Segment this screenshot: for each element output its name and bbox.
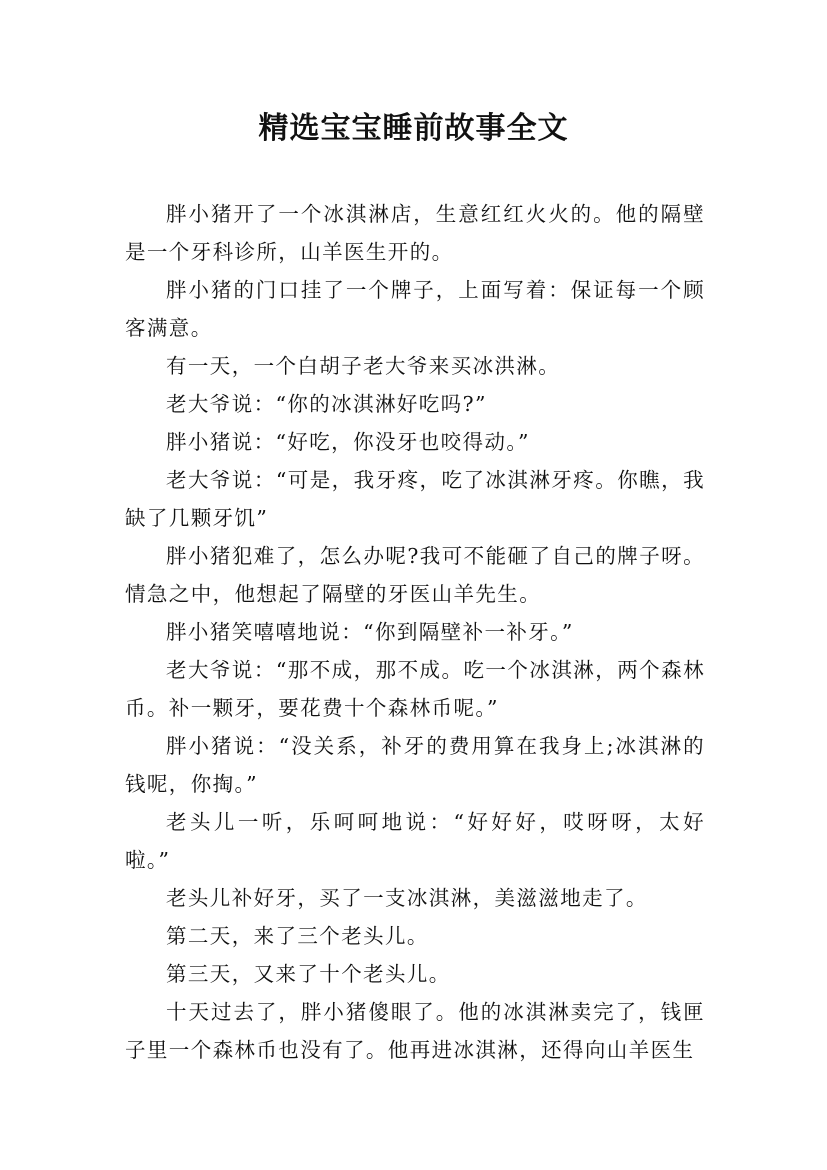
paragraph: 老大爷说：“可是，我牙疼，吃了冰淇淋牙疼。你瞧，我缺了几颗牙饥” xyxy=(125,468,705,530)
paragraph: 胖小猪说：“没关系，补牙的费用算在我身上;冰淇淋的钱呢，你掏。” xyxy=(125,734,705,796)
paragraph: 胖小猪开了一个冰淇淋店，生意红红火火的。他的隔壁是一个牙科诊所，山羊医生开的。 xyxy=(125,202,705,264)
document-title: 精选宝宝睡前故事全文 xyxy=(258,111,569,146)
paragraph: 十天过去了，胖小猪傻眼了。他的冰淇淋卖完了，钱匣子里一个森林币也没有了。他再进冰淇淋，还得向山羊医生 xyxy=(125,1000,705,1062)
paragraph: 老大爷说：“你的冰淇淋好吃吗?” xyxy=(166,392,487,416)
paragraph: 胖小猪的门口挂了一个牌子，上面写着：保证每一个顾客满意。 xyxy=(125,278,705,340)
paragraph: 第二天，来了三个老头儿。 xyxy=(166,924,429,948)
paragraph: 胖小猪犯难了，怎么办呢?我可不能砸了自己的牌子呀。情急之中，他想起了隔壁的牙医山羊先生。 xyxy=(125,544,705,606)
paragraph: 老大爷说：“那不成，那不成。吃一个冰淇淋，两个森林币。补一颗牙，要花费十个森林币呢。” xyxy=(125,658,705,720)
paragraph: 胖小猪说：“好吃，你没牙也咬得动。” xyxy=(166,430,530,454)
paragraph: 老头儿补好牙，买了一支冰淇淋，美滋滋地走了。 xyxy=(166,886,648,910)
document-body xyxy=(125,195,705,1069)
paragraph: 有一天，一个白胡子老大爷来买冰洪淋。 xyxy=(166,354,561,378)
paragraph: 老头儿一听，乐呵呵地说：“好好好，哎呀呀，太好啦。” xyxy=(125,810,705,872)
paragraph: 胖小猪笑嘻嘻地说：“你到隔壁补一补牙。” xyxy=(166,620,574,644)
paragraph: 第三天，又来了十个老头儿。 xyxy=(166,962,451,986)
